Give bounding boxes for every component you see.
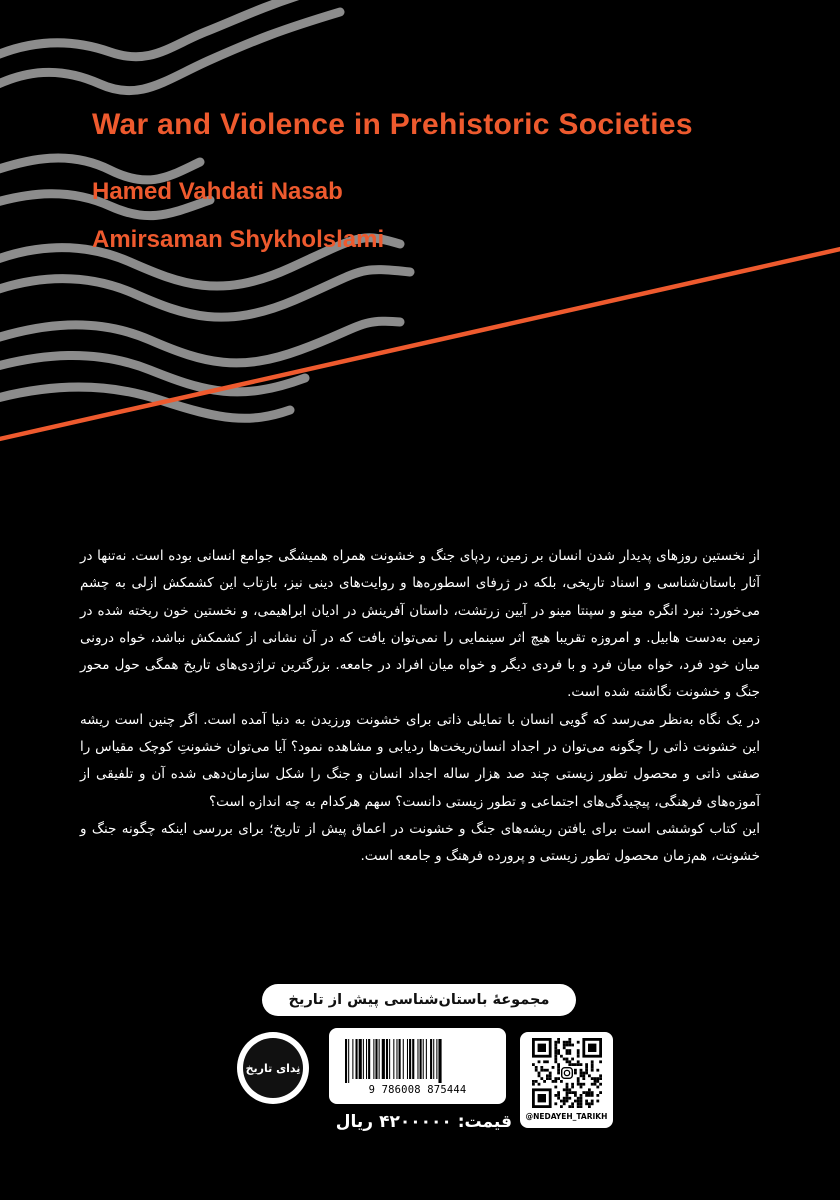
publisher-logo xyxy=(237,1032,309,1104)
blurb-paragraph: از نخستین روزهای پدیدار شدن انسان بر زمین، ردپای جنگ و خشونت همراه همیشگی جوامع انسانی بوده است. نه‌تنها در آثار باستان‌شناسی و اسناد تاریخی، بلکه در ژرفای اسطوره‌ها و روایت‌های دینی نیز، بازتاب این کشمکش ازلی به چشم می‌خورد: نبرد انگره مینو و سپنتا مینو در آیین زرتشت، داستان آفرینش در ادیان ابراهیمی، و نخستین خون ریخته شده در زمین به‌دست هابیل. و امروزه تقریبا هیچ اثر سینمایی را نمی‌توان یافت که در آن نشانی از کشمکش نباشد، خواه درونی میان خود فرد، خواه میان فرد و با فردی دیگر و خواه میان افراد در جامعه. بزرگترین تراژدی‌های تاریخ همگی حول محور جنگ و خشونت نگاشته شده است. xyxy=(80,548,760,701)
qr-code-card[interactable] xyxy=(520,1032,613,1128)
price-currency: ریال xyxy=(335,1112,374,1132)
isbn-barcode xyxy=(329,1028,506,1104)
price-amount: ۴۲۰۰۰۰۰ xyxy=(379,1112,452,1132)
book-title: War and Violence in Prehistoric Societies xyxy=(92,108,693,141)
qr-code-icon xyxy=(532,1038,602,1108)
orange-slash-line xyxy=(0,248,840,440)
barcode-icon xyxy=(343,1039,493,1083)
blurb-paragraph: در یک نگاه به‌نظر می‌رسد که گویی انسان با تمایلی ذاتی برای خشونت ورزیدن به دنیا آمده است. اگر چنین است ریشه این خشونت ذاتی را چگونه می‌توان در اجداد انسان‌ریخت‌ها ردیابی و مشاهده نمود؟ آیا می‌توان خشونتِ کوچک مقیاس را صفتی ذاتی و محصول تطور زیستی چند صد هزار ساله اجداد انسان و جنگ را شکل سازمان‌دهی شده آن و تلفیقی از آموزه‌های فرهنگی، پیچیدگی‌های اجتماعی و تطور زیستی دانست؟ سهم هرکدام به چه اندازه است؟ xyxy=(80,711,760,810)
back-cover-blurb xyxy=(80,543,760,871)
wave-stripe xyxy=(0,158,200,180)
wave-stripe xyxy=(0,270,410,318)
wave-stripe xyxy=(0,0,300,58)
price-line xyxy=(300,1112,512,1132)
instagram-handle: @NEDAYEH_TARIKH xyxy=(525,1112,608,1121)
series-label: مجموعهٔ باستان‌شناسی پیش از تاریخ xyxy=(262,984,576,1016)
author-name: Amirsaman Shykholslami xyxy=(92,226,385,253)
blurb-paragraph: این کتاب کوششی است برای یافتن ریشه‌های جنگ و خشونت در اعماق پیش از تاریخ؛ برای بررسی اینکه چگونه جنگ و خشونت، هم‌زمان محصول تطور زیستی و پرورده فرهنگ و جامعه است. xyxy=(80,820,760,865)
author-name: Hamed Vahdati Nasab xyxy=(92,178,343,205)
price-label: قیمت: xyxy=(457,1112,512,1132)
isbn-number: 9 786008 875444 xyxy=(368,1084,467,1096)
publisher-logo-text: نِدای تاریخ xyxy=(243,1038,303,1098)
